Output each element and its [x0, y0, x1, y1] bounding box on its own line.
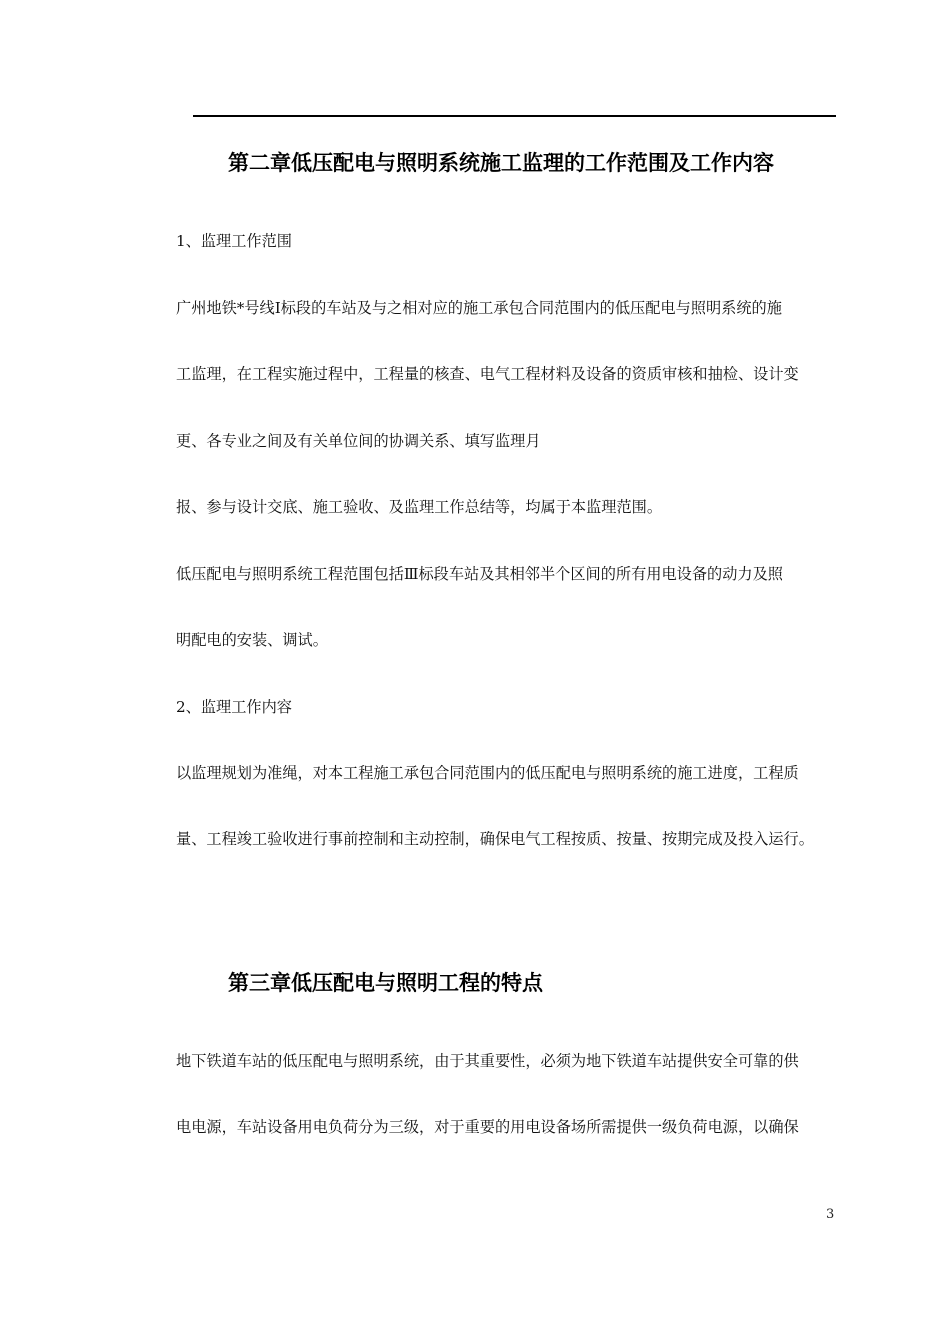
body-line: 更、各专业之间及有关单位间的协调关系、填写监理月: [176, 432, 541, 450]
body-line: 电电源，车站设备用电负荷分为三级，对于重要的用电设备场所需提供一级负荷电源，以确保: [176, 1118, 799, 1136]
body-line: 地下铁道车站的低压配电与照明系统，由于其重要性，必须为地下铁道车站提供安全可靠的供: [176, 1052, 799, 1070]
body-line: 低压配电与照明系统工程范围包括Ⅲ标段车站及其相邻半个区间的所有用电设备的动力及照: [176, 565, 783, 583]
body-line: 广州地铁*号线Ⅰ标段的车站及与之相对应的施工承包合同范围内的低压配电与照明系统的施: [176, 299, 782, 317]
page-number: 3: [826, 1207, 835, 1222]
section-2-heading: 2、监理工作内容: [176, 698, 292, 716]
header-rule: [193, 115, 836, 117]
section-1-heading: 1、监理工作范围: [176, 232, 292, 250]
body-line: 以监理规划为准绳，对本工程施工承包合同范围内的低压配电与照明系统的施工进度，工程质: [176, 764, 799, 782]
body-line: 明配电的安装、调试。: [176, 631, 328, 649]
body-line: 工监理，在工程实施过程中，工程量的核查、电气工程材料及设备的资质审核和抽检、设计变: [176, 365, 799, 383]
chapter-3-title: 第三章低压配电与照明工程的特点: [228, 971, 543, 995]
chapter-2-title: 第二章低压配电与照明系统施工监理的工作范围及工作内容: [228, 151, 774, 175]
body-line: 报、参与设计交底、施工验收、及监理工作总结等，均属于本监理范围。: [176, 498, 662, 516]
body-line: 量、工程竣工验收进行事前控制和主动控制，确保电气工程按质、按量、按期完成及投入运行。: [176, 830, 814, 848]
